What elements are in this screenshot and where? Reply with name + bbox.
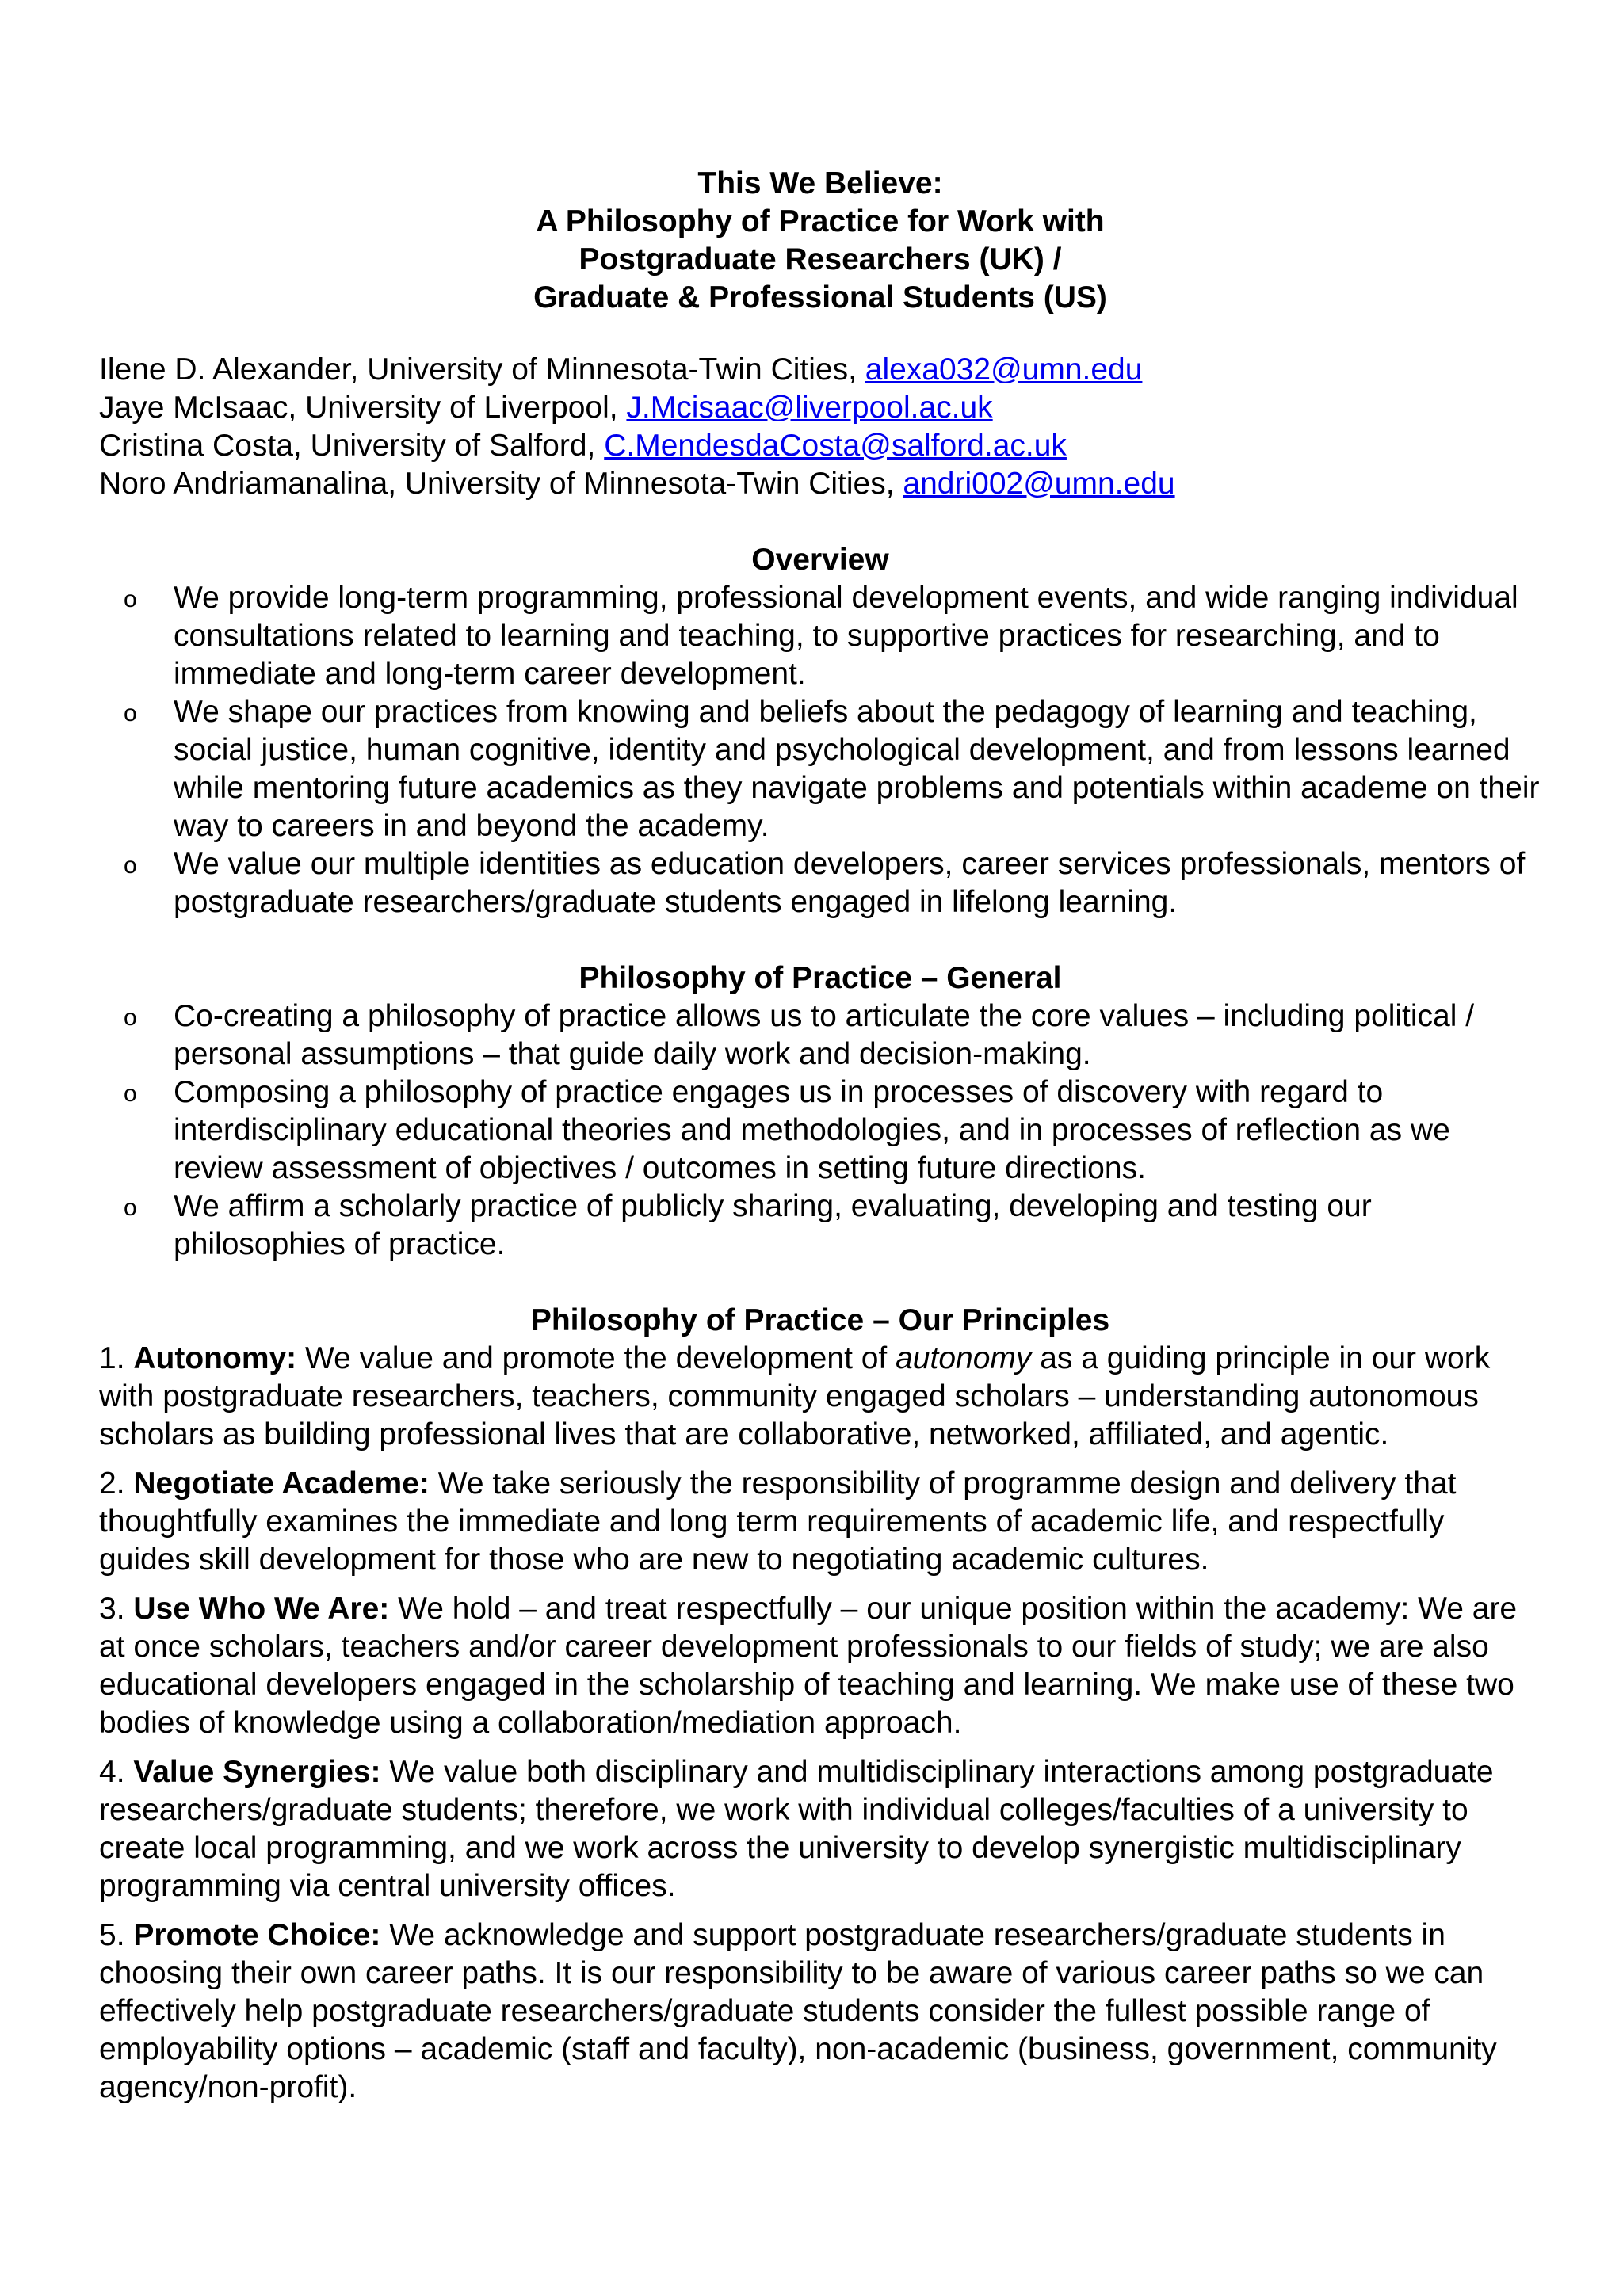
bullet-marker: o — [124, 586, 137, 612]
author-affiliation: Ilene D. Alexander, University of Minnesota-Twin Cities, — [99, 353, 865, 387]
list-item-text: Co-creating a philosophy of practice allows us to articulate the core values – including political / personal assumptions – that guide daily work and decision-making. — [174, 999, 1475, 1071]
list-item — [99, 1074, 1541, 1188]
author-entry — [99, 465, 1541, 503]
author-email-link[interactable]: andri002@umn.edu — [903, 467, 1175, 501]
principle-name: Autonomy: — [133, 1341, 297, 1375]
principle-number: 2. — [99, 1466, 134, 1501]
principle-number: 1. — [99, 1341, 134, 1375]
list-item-text: We shape our practices from knowing and beliefs about the pedagogy of learning and teaching, social justice, human cognitive, identity and psychological development, and from lessons learned while mentoring future academics as they navigate problems and potentials within academe on their way to careers in and beyond the academy. — [174, 695, 1540, 843]
author-email-link[interactable]: J.Mcisaac@liverpool.ac.uk — [626, 391, 993, 425]
principle-item — [99, 1753, 1541, 1905]
document-content — [99, 165, 1541, 2118]
overview-heading: Overview — [751, 543, 889, 577]
author-email-link[interactable]: C.MendesdaCosta@salford.ac.uk — [604, 429, 1067, 463]
principle-text: We take seriously the responsibility of programme design and delivery that thoughtfully examines the immediate and long term requirements of academic life, and respectfully guides skill development for those who are new to negotiating academic cultures. — [99, 1466, 1457, 1577]
author-affiliation: Cristina Costa, University of Salford, — [99, 429, 605, 463]
principle-item — [99, 1590, 1541, 1742]
author-entry — [99, 427, 1541, 465]
principle-name: Value Synergies: — [133, 1755, 381, 1789]
overview-list — [99, 579, 1541, 921]
list-item-text: Composing a philosophy of practice engages us in processes of discovery with regard to interdisciplinary educational theories and methodologies, and in processes of reflection as we review assessment of objectives / outcomes in setting future directions. — [174, 1075, 1450, 1185]
principles-heading: Philosophy of Practice – Our Principles — [530, 1303, 1110, 1337]
principle-item — [99, 1340, 1541, 1454]
list-item — [99, 1188, 1541, 1264]
bullet-marker: o — [124, 700, 137, 727]
principle-number: 5. — [99, 1918, 134, 1952]
principle-emphasis: autonomy — [896, 1341, 1032, 1375]
list-item-text: We value our multiple identities as education developers, career services professionals, mentors of postgraduate researchers/graduate students engaged in lifelong learning. — [174, 847, 1526, 919]
list-item-text: We provide long-term programming, professional development events, and wide ranging individual consultations related to learning and teaching, to supportive practices for researching, and to immediate and long-term career development. — [174, 581, 1518, 691]
author-affiliation: Jaye McIsaac, University of Liverpool, — [99, 391, 627, 425]
principle-name: Negotiate Academe: — [133, 1466, 430, 1501]
principle-item — [99, 1465, 1541, 1579]
document-title — [99, 165, 1541, 317]
principle-number: 4. — [99, 1755, 134, 1789]
bullet-marker: o — [124, 1195, 137, 1221]
list-item — [99, 579, 1541, 693]
principle-text: We value and promote the development of — [296, 1341, 896, 1375]
general-heading: Philosophy of Practice – General — [579, 961, 1062, 995]
title-line: This We Believe: — [697, 166, 943, 200]
list-item — [99, 997, 1541, 1074]
principle-text: We acknowledge and support postgraduate researchers/graduate students in choosing their own career paths. It is our responsibility to be aware of various career paths so we can effectively help postgraduate researchers/graduate students consider the fullest possible range of employability options – academic (staff and faculty), non-academic (business, government, community agency/non-profit). — [99, 1918, 1497, 2104]
principle-item — [99, 1917, 1541, 2107]
author-entry — [99, 389, 1541, 427]
title-line: Postgraduate Researchers (UK) / — [579, 242, 1062, 277]
principle-name: Use Who We Are: — [133, 1592, 390, 1626]
principle-text: as a guiding principle in our work with postgraduate researchers, teachers, community engaged scholars – understanding autonomous scholars as building professional lives that are collaborative, networked, affiliated, and agentic. — [99, 1341, 1491, 1451]
title-line: A Philosophy of Practice for Work with — [536, 204, 1105, 238]
principle-text: We value both disciplinary and multidisciplinary interactions among postgraduate researchers/graduate students; therefore, we work with individual colleges/faculties of a university to create local programming, and we work across the university to develop synergistic multidisciplinary programming via central university offices. — [99, 1755, 1494, 1903]
principles-list — [99, 1340, 1541, 2107]
author-list — [99, 351, 1541, 503]
bullet-marker: o — [124, 1081, 137, 1107]
general-list — [99, 997, 1541, 1264]
author-entry — [99, 351, 1541, 389]
bullet-marker: o — [124, 852, 137, 879]
principle-text: We hold – and treat respectfully – our unique position within the academy: We are at once scholars, teachers and/or career development professionals to our fields of study; we are also educational developers engaged in the scholarship of teaching and learning. We make use of these two bodies of knowledge using a collaboration/mediation approach. — [99, 1592, 1518, 1740]
list-item-text: We affirm a scholarly practice of publicly sharing, evaluating, developing and testing our philosophies of practice. — [174, 1189, 1372, 1261]
author-affiliation: Noro Andriamanalina, University of Minnesota-Twin Cities, — [99, 467, 903, 501]
list-item — [99, 693, 1541, 845]
author-email-link[interactable]: alexa032@umn.edu — [865, 353, 1143, 387]
title-line: Graduate & Professional Students (US) — [533, 280, 1107, 315]
principle-number: 3. — [99, 1592, 134, 1626]
bullet-marker: o — [124, 1005, 137, 1031]
list-item — [99, 845, 1541, 921]
principle-name: Promote Choice: — [133, 1918, 381, 1952]
